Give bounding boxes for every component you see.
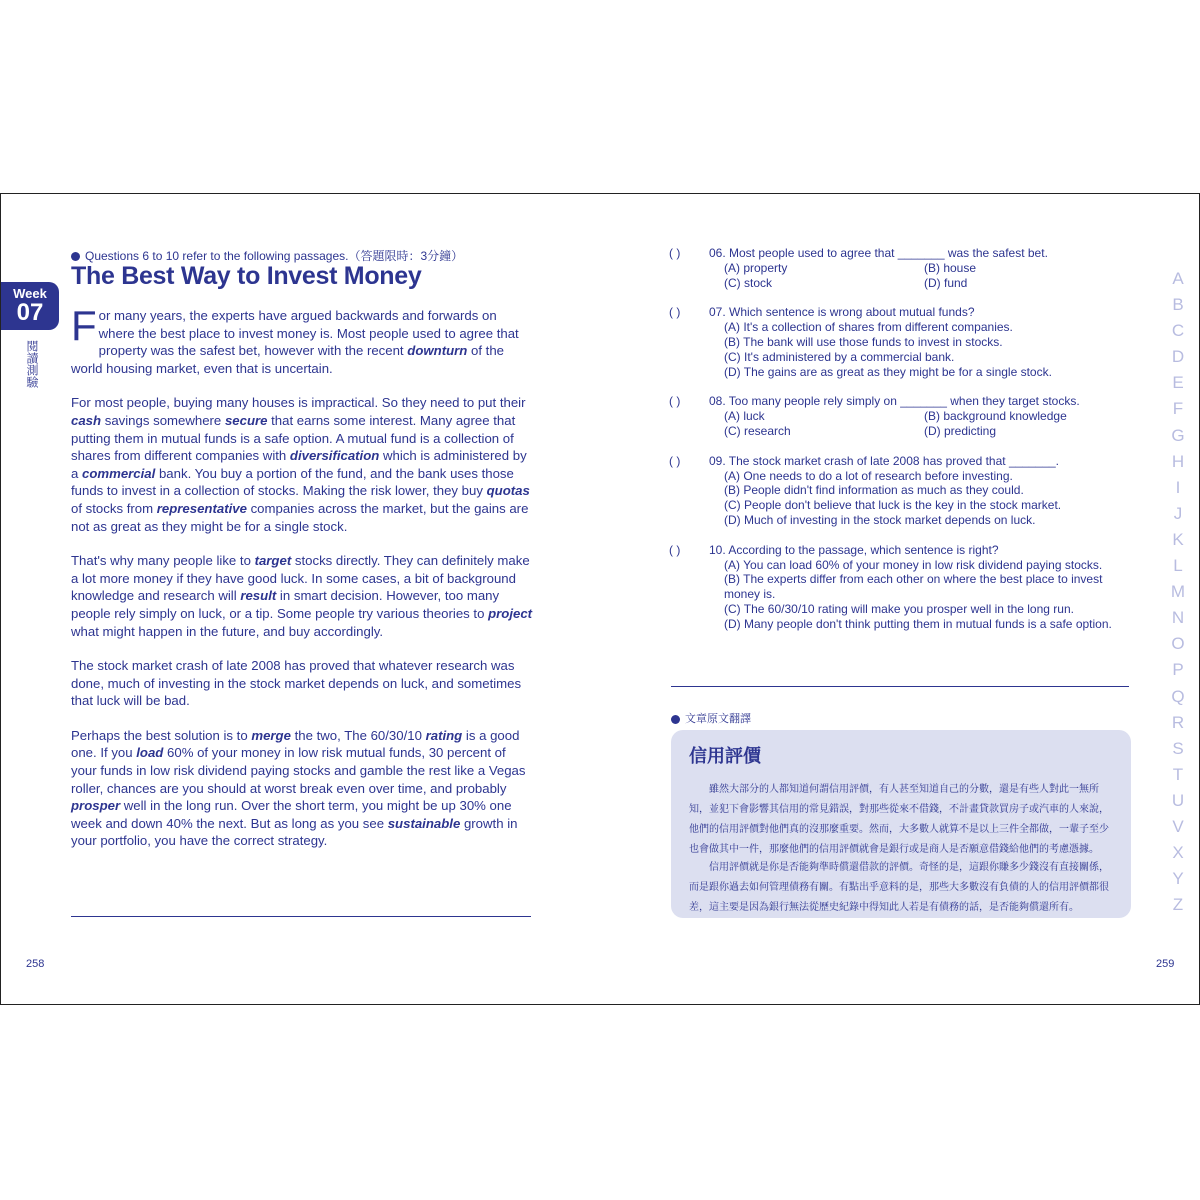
question-stem: 10. According to the passage, which sentence is right? (709, 542, 999, 557)
alphabet-letter: E (1172, 373, 1184, 393)
section-side-label: 閱讀測驗 (25, 340, 39, 388)
alphabet-letter: B (1172, 295, 1184, 315)
option-list (724, 320, 1139, 379)
alphabet-letter: C (1171, 321, 1185, 341)
alphabet-letter: V (1172, 816, 1184, 836)
question-stem: 06. Most people used to agree that _______ was the safest bet. (709, 246, 1048, 260)
answer-option: (C) research (724, 423, 791, 438)
alphabet-letter: H (1171, 451, 1185, 471)
passage (71, 302, 533, 867)
vocab-word: downturn (407, 343, 468, 359)
alphabet-letter: O (1171, 634, 1185, 654)
bullet-icon (671, 715, 680, 724)
text: well in the long run. Over the short term, you might be up 30% one week and down 40% the next. But as long as you see (71, 798, 512, 831)
answer-option: (D) Many people don't think putting them in mutual funds is a safe option. (724, 616, 1112, 631)
option-list (724, 469, 1139, 528)
answer-option: (A) You can load 60% of your money in low risk dividend paying stocks. (724, 557, 1103, 572)
answer-blank[interactable]: ( ) (669, 542, 681, 557)
answer-blank[interactable]: ( ) (669, 246, 681, 260)
text: is a good one. If you (71, 727, 520, 761)
vocab-word: secure (224, 412, 268, 428)
question-stem: 08. Too many people rely simply on _______ when they target stocks. (709, 394, 1080, 409)
alphabet-letter: A (1172, 269, 1184, 288)
passage-paragraph-2 (71, 394, 533, 535)
passage-title: The Best Way to Invest Money (71, 262, 422, 290)
answer-option: (B) background knowledge (924, 409, 1067, 424)
drop-cap: F (71, 302, 97, 349)
answer-option: (A) It's a collection of shares from different companies. (724, 320, 1013, 335)
week-label: Week (13, 286, 47, 301)
answer-blank[interactable]: ( ) (669, 305, 681, 320)
vocab-word: representative (156, 500, 247, 516)
alphabet-letter: I (1175, 477, 1181, 497)
answer-blank[interactable]: ( ) (669, 453, 681, 468)
passage-paragraph-5 (71, 727, 533, 850)
divider (671, 686, 1129, 687)
answer-option: (B) house (924, 260, 977, 275)
passage-paragraph-4: The stock market crash of late 2008 has proved that whatever research was done, much of investing in the stock market depends on luck, and sometimes that luck will be bad. (71, 658, 522, 709)
vocab-word: diversification (289, 448, 380, 464)
book-spread (0, 193, 1200, 1005)
vocab-word: cash (71, 412, 102, 428)
text: which is administered by a (71, 448, 527, 481)
right-page (601, 194, 1199, 1004)
alphabet-letter: X (1172, 843, 1184, 863)
question-list (669, 246, 1139, 647)
answer-option: (B) The experts differ from each other on where the best place to invest money is. (724, 572, 1103, 602)
text: what might happen in the future, and buy accordingly. (71, 623, 384, 639)
vocab-word: target (254, 553, 292, 569)
page-number: 259 (1156, 958, 1175, 970)
translation-heading (671, 710, 751, 726)
text: the two, The 60/30/10 (290, 727, 426, 743)
option-list (724, 558, 1139, 632)
vocab-word: sustainable (387, 815, 461, 831)
question-item (669, 394, 1139, 438)
answer-option: (A) luck (724, 409, 765, 424)
vocab-word: merge (251, 727, 291, 743)
translation-box (671, 730, 1131, 918)
passage-paragraph-3 (71, 552, 533, 640)
text: stocks directly. They can definitely make a lot more money if they have good luck. In some cases, a bit of background knowledge and research will (71, 553, 530, 604)
vocab-word: load (136, 745, 164, 761)
alphabet-letter: U (1171, 790, 1185, 810)
answer-option: (D) fund (924, 275, 968, 290)
answer-option: (D) The gains are as great as they might be for a single stock. (724, 364, 1052, 379)
answer-option: (C) People don't believe that luck is the key in the stock market. (724, 498, 1062, 513)
alphabet-letter: N (1171, 608, 1185, 628)
question-stem: 09. The stock market crash of late 2008 has proved that _______. (709, 453, 1059, 468)
passage-paragraph-1 (71, 302, 533, 377)
answer-option: (C) It's administered by a commercial bank. (724, 349, 955, 364)
vocab-word: project (488, 605, 533, 621)
left-page (1, 194, 600, 1004)
alphabet-letter: Y (1172, 869, 1184, 889)
text: savings somewhere (101, 412, 225, 428)
vocab-word: prosper (71, 798, 121, 814)
question-item (669, 454, 1139, 528)
question-item (669, 543, 1139, 632)
week-tab (1, 282, 59, 330)
answer-option: (B) People didn't find information as much as they could. (724, 483, 1024, 498)
translation-paragraph-1: 雖然大部分的人都知道何謂信用評價，有人甚至知道自己的分數，還是有些人對此一無所知，並犯下會影響其信用的常見錯誤，對那些從來不借錢，不計畫貸款買房子或汽車的人來說，他們的信用評價對他們真的沒那麼重要。然而，大多數人就算不是以上三件全都做，一輩子至少也會做其中一件，那麼他們的信用評價就會是銀行或是商人是否願意借錢給他們的考慮憑據。 (689, 784, 1109, 855)
alphabet-letter: S (1172, 738, 1184, 758)
alphabet-letter: T (1172, 764, 1184, 784)
answer-option: (B) The bank will use those funds to invest in stocks. (724, 334, 1003, 349)
vocab-word: commercial (82, 465, 156, 481)
translation-title: 信用評價 (689, 746, 761, 766)
alphabet-letter: M (1170, 582, 1186, 602)
text: of stocks from (71, 500, 157, 516)
translation-heading-text: 文章原文翻譯 (685, 713, 751, 725)
vocab-word: quotas (486, 483, 530, 499)
answer-option: (D) predicting (924, 423, 997, 438)
alphabet-letter: P (1172, 660, 1184, 680)
translation-paragraph-2: 信用評價就是你是否能夠準時償還借款的評價。奇怪的是，這跟你賺多少錢沒有直接關係，而是跟你過去如何管理債務有關。有點出乎意料的是，那些大多數沒有負債的人的信用評價都很差，這主要是因為銀行無法從歷史紀錄中得知此人若是有債務的話，是否能夠償還所有。 (689, 862, 1109, 913)
answer-blank[interactable]: ( ) (669, 394, 681, 409)
vocab-word: rating (425, 727, 463, 743)
text: That's why many people like to (71, 553, 255, 569)
alphabet-letter: F (1172, 399, 1184, 419)
text: 60% of your money in low risk mutual funds, 30 percent of your funds in low risk dividend paying stocks and gamble the rest like a Vegas roller, chances are you should at worst break even over time, and probably (71, 745, 526, 796)
question-item (669, 246, 1139, 290)
option-list (724, 409, 1139, 439)
alphabet-letter: R (1171, 712, 1185, 732)
question-stem: 07. Which sentence is wrong about mutual funds? (709, 305, 975, 320)
question-item (669, 305, 1139, 379)
text: growth in your portfolio, you have the correct strategy. (71, 815, 518, 849)
page-number: 258 (26, 958, 45, 970)
alphabet-letter: Q (1171, 686, 1185, 706)
divider (71, 916, 531, 917)
text: bank. You buy a portion of the fund, and the bank uses those funds to invest in a collection of stocks. Making the risk lower, they buy (71, 465, 514, 499)
text: of the world housing market, even that is uncertain. (71, 343, 504, 376)
vocab-word: result (240, 588, 277, 604)
alphabet-letter: D (1171, 347, 1185, 367)
answer-option: (C) The 60/30/10 rating will make you prosper well in the long run. (724, 601, 1074, 616)
answer-option: (C) stock (724, 275, 772, 290)
alphabet-letter: J (1173, 503, 1183, 523)
text: or many years, the experts have argued backwards and forwards on where the best place to invest money is. Most people used to agree that property was the safest bet, however with the recent (98, 308, 519, 359)
option-list (724, 261, 1139, 291)
answer-option: (D) Much of investing in the stock market depends on luck. (724, 512, 1036, 527)
bullet-icon (71, 252, 80, 261)
text: that earns some interest. Many agree that putting them in mutual funds is a safe option. A mutual fund is a collection of shares from different companies with (71, 412, 516, 464)
alphabet-letter: G (1171, 425, 1185, 445)
questions-intro-text: Questions 6 to 10 refer to the following passages.（答題限時：3分鐘） (85, 249, 464, 263)
text: For most people, buying many houses is impractical. So they need to put their (71, 395, 526, 411)
alphabet-letter: L (1173, 556, 1183, 576)
text: companies across the market, but the gains are not as great as they might be for a single stock. (71, 500, 529, 534)
alphabet-letter: Z (1172, 895, 1184, 915)
alphabet-letter: K (1172, 529, 1184, 549)
answer-option: (A) property (724, 260, 788, 275)
text: in smart decision. However, too many people rely simply on luck, or a tip. Some people try various theories to (71, 588, 500, 621)
alphabet-index (1168, 266, 1188, 918)
answer-option: (A) One needs to do a lot of research before investing. (724, 468, 1013, 483)
text: Perhaps the best solution is to (71, 727, 252, 743)
week-number: 07 (16, 299, 44, 326)
